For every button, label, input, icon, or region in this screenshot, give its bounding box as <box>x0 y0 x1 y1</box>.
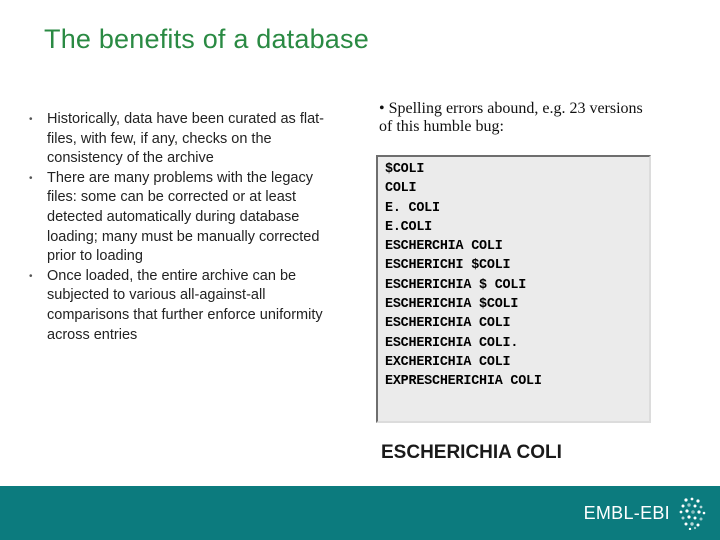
spelling-variants-box <box>376 155 651 423</box>
spelling-variants-list <box>385 160 649 392</box>
footer-bar <box>0 486 720 540</box>
slide-title: The benefits of a database <box>44 24 369 54</box>
spelling-variant: EXCHERICHIA COLI <box>385 354 511 370</box>
spelling-variant: ESCHERICHIA COLI <box>385 316 511 332</box>
bullet-item <box>20 169 330 267</box>
bullet-dot: • <box>29 114 33 125</box>
spelling-variant: ESCHERCHIA COLI <box>385 239 503 255</box>
bullet-text: Historically, data have been curated as flat-files, with few, if any, checks on the consistency of the archive <box>47 111 324 167</box>
bullet-text: There are many problems with the legacy files: some can be corrected or at least detected automatically during database loading; many must be manually corrected prior to loading <box>47 169 320 265</box>
spelling-variant: ESCHERICHIA $COLI <box>385 297 519 313</box>
embl-ebi-logo-icon <box>676 496 708 530</box>
spelling-variant: COLI <box>385 181 417 197</box>
spelling-variant: ESCHERICHI $COLI <box>385 258 511 274</box>
bullet-dot: • <box>29 270 33 282</box>
bullet-item <box>20 267 330 345</box>
spelling-variant: ESCHERICHIA $ COLI <box>385 277 527 293</box>
embl-ebi-logo-text: EMBL-EBI <box>583 503 670 523</box>
spelling-errors-note: • Spelling errors abound, e.g. 23 versions of this humble bug: <box>379 100 643 135</box>
bullet-text: Once loaded, the entire archive can be subjected to various all-against-all comparisons that further enforce uniformity across entries <box>47 267 323 343</box>
bullet-item <box>20 110 330 169</box>
spelling-variant: E. COLI <box>385 200 440 216</box>
bullet-list <box>20 110 330 345</box>
bullet-dot: • <box>29 172 33 184</box>
spelling-variant: EXPRESCHERICHIA COLI <box>385 374 542 390</box>
spelling-variant: E.COLI <box>385 219 433 235</box>
correct-species-name: ESCHERICHIA COLI <box>381 442 562 463</box>
spelling-variant: ESCHERICHIA COLI. <box>385 335 519 351</box>
spelling-variant: $COLI <box>385 162 425 177</box>
